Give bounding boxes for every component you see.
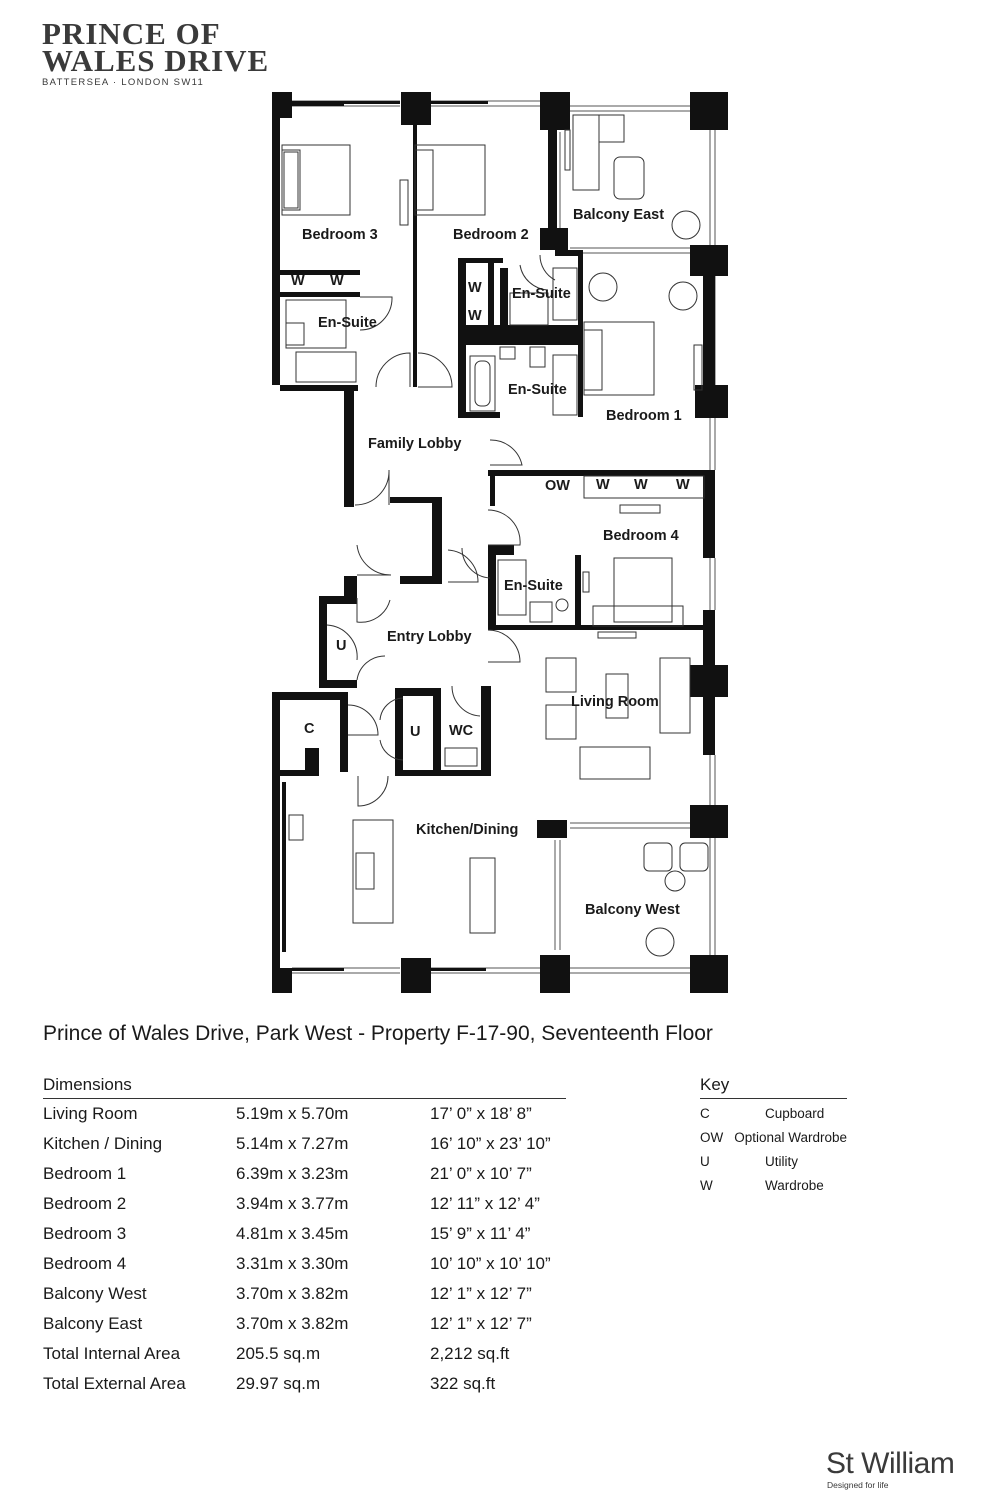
dimension-room: Bedroom 4 [43,1254,127,1273]
key-code: OW [700,1129,724,1145]
label-ensuite-bedroom-4: En-Suite [504,578,563,594]
label-balcony-east: Balcony East [573,207,665,223]
dimension-room: Kitchen / Dining [43,1134,163,1153]
label-wardrobe: W [291,273,305,289]
label-bedroom-1: Bedroom 1 [606,408,682,424]
dimension-imperial: 322 sq.ft [430,1374,496,1393]
label-bedroom-3: Bedroom 3 [302,227,378,243]
key-heading: Key [700,1075,847,1099]
dimension-imperial: 16’ 10” x 23’ 10” [430,1134,551,1153]
brand-logo [826,1448,954,1490]
dimension-row [43,1249,566,1279]
dimension-imperial: 21’ 0” x 10’ 7” [430,1164,532,1183]
dimension-metric: 5.14m x 7.27m [236,1134,349,1153]
dimension-row [43,1129,566,1159]
dimension-metric: 3.31m x 3.30m [236,1254,349,1273]
key-legend [700,1075,847,1197]
key-row [700,1173,847,1197]
label-ensuite-bedroom-1: En-Suite [508,382,567,398]
label-wardrobe: W [468,280,482,296]
dimension-metric: 4.81m x 3.45m [236,1224,349,1243]
label-ensuite-bedroom-3: En-Suite [318,315,377,331]
dimensions-heading: Dimensions [43,1075,566,1099]
dimension-row [43,1369,566,1399]
logo-subtitle: BATTERSEA · LONDON SW11 [42,77,205,88]
brand-tagline: Designed for life [827,1480,889,1490]
key-code: W [700,1177,713,1193]
dimension-metric: 3.70m x 3.82m [236,1284,349,1303]
dimension-metric: 29.97 sq.m [236,1374,321,1393]
dimension-imperial: 15’ 9” x 11’ 4” [430,1224,531,1243]
dimension-imperial: 17’ 0” x 18’ 8” [430,1104,532,1123]
label-living-room: Living Room [571,694,659,710]
label-wardrobe: W [596,477,610,493]
brand-name: St William [826,1447,955,1480]
dimension-imperial: 12’ 1” x 12’ 7” [430,1284,532,1303]
dimension-row [43,1339,566,1369]
label-wardrobe: W [468,308,482,324]
label-utility: U [336,638,347,654]
dimension-room: Total Internal Area [43,1344,181,1363]
dimension-room: Balcony West [43,1284,147,1303]
property-title: Prince of Wales Drive, Park West - Property F-17-90, Seventeenth Floor [43,1022,713,1045]
label-ensuite-bedroom-2: En-Suite [512,286,571,302]
dimension-imperial: 12’ 1” x 12’ 7” [430,1314,532,1333]
label-wardrobe: W [634,477,648,493]
dimensions-table [43,1075,566,1399]
dimension-room: Balcony East [43,1314,143,1333]
dimension-row [43,1309,566,1339]
dimension-imperial: 12’ 11” x 12’ 4” [430,1194,540,1213]
dimensions-rows [43,1099,566,1399]
logo-line-1: PRINCE OF [42,16,221,51]
label-wc: WC [449,723,474,739]
label-entry-lobby: Entry Lobby [387,629,472,645]
dimension-metric: 205.5 sq.m [236,1344,321,1363]
key-rows [700,1101,847,1197]
dimension-row [43,1099,566,1129]
label-optional-wardrobe: OW [545,478,570,494]
dimension-metric: 5.19m x 5.70m [236,1104,349,1123]
dimension-metric: 3.70m x 3.82m [236,1314,349,1333]
dimension-imperial: 10’ 10” x 10’ 10” [430,1254,551,1273]
key-meaning: Wardrobe [765,1177,824,1193]
dimension-room: Bedroom 2 [43,1194,127,1213]
label-bedroom-4: Bedroom 4 [603,528,679,544]
dimension-row [43,1189,566,1219]
key-meaning: Cupboard [765,1105,825,1121]
dimension-row [43,1159,566,1189]
label-bedroom-2: Bedroom 2 [453,227,529,243]
key-row [700,1125,847,1149]
key-meaning: Optional Wardrobe [734,1129,847,1145]
key-meaning: Utility [765,1153,798,1169]
label-kitchen-dining: Kitchen/Dining [416,822,519,838]
label-wardrobe: W [330,273,344,289]
key-code: C [700,1105,710,1121]
label-cupboard: C [304,721,315,737]
dimension-row [43,1219,566,1249]
key-row [700,1101,847,1125]
label-balcony-west: Balcony West [585,902,680,918]
key-row [700,1149,847,1173]
dimension-metric: 3.94m x 3.77m [236,1194,349,1213]
dimension-imperial: 2,212 sq.ft [430,1344,510,1363]
dimension-room: Living Room [43,1104,138,1123]
logo-line-2: WALES DRIVE [42,43,270,78]
label-utility: U [410,724,421,740]
key-code: U [700,1153,710,1169]
dimension-row [43,1279,566,1309]
label-family-lobby: Family Lobby [368,436,462,452]
label-wardrobe: W [676,477,690,493]
dimension-room: Bedroom 3 [43,1224,127,1243]
dimension-room: Bedroom 1 [43,1164,127,1183]
dimension-room: Total External Area [43,1374,186,1393]
dimension-metric: 6.39m x 3.23m [236,1164,349,1183]
